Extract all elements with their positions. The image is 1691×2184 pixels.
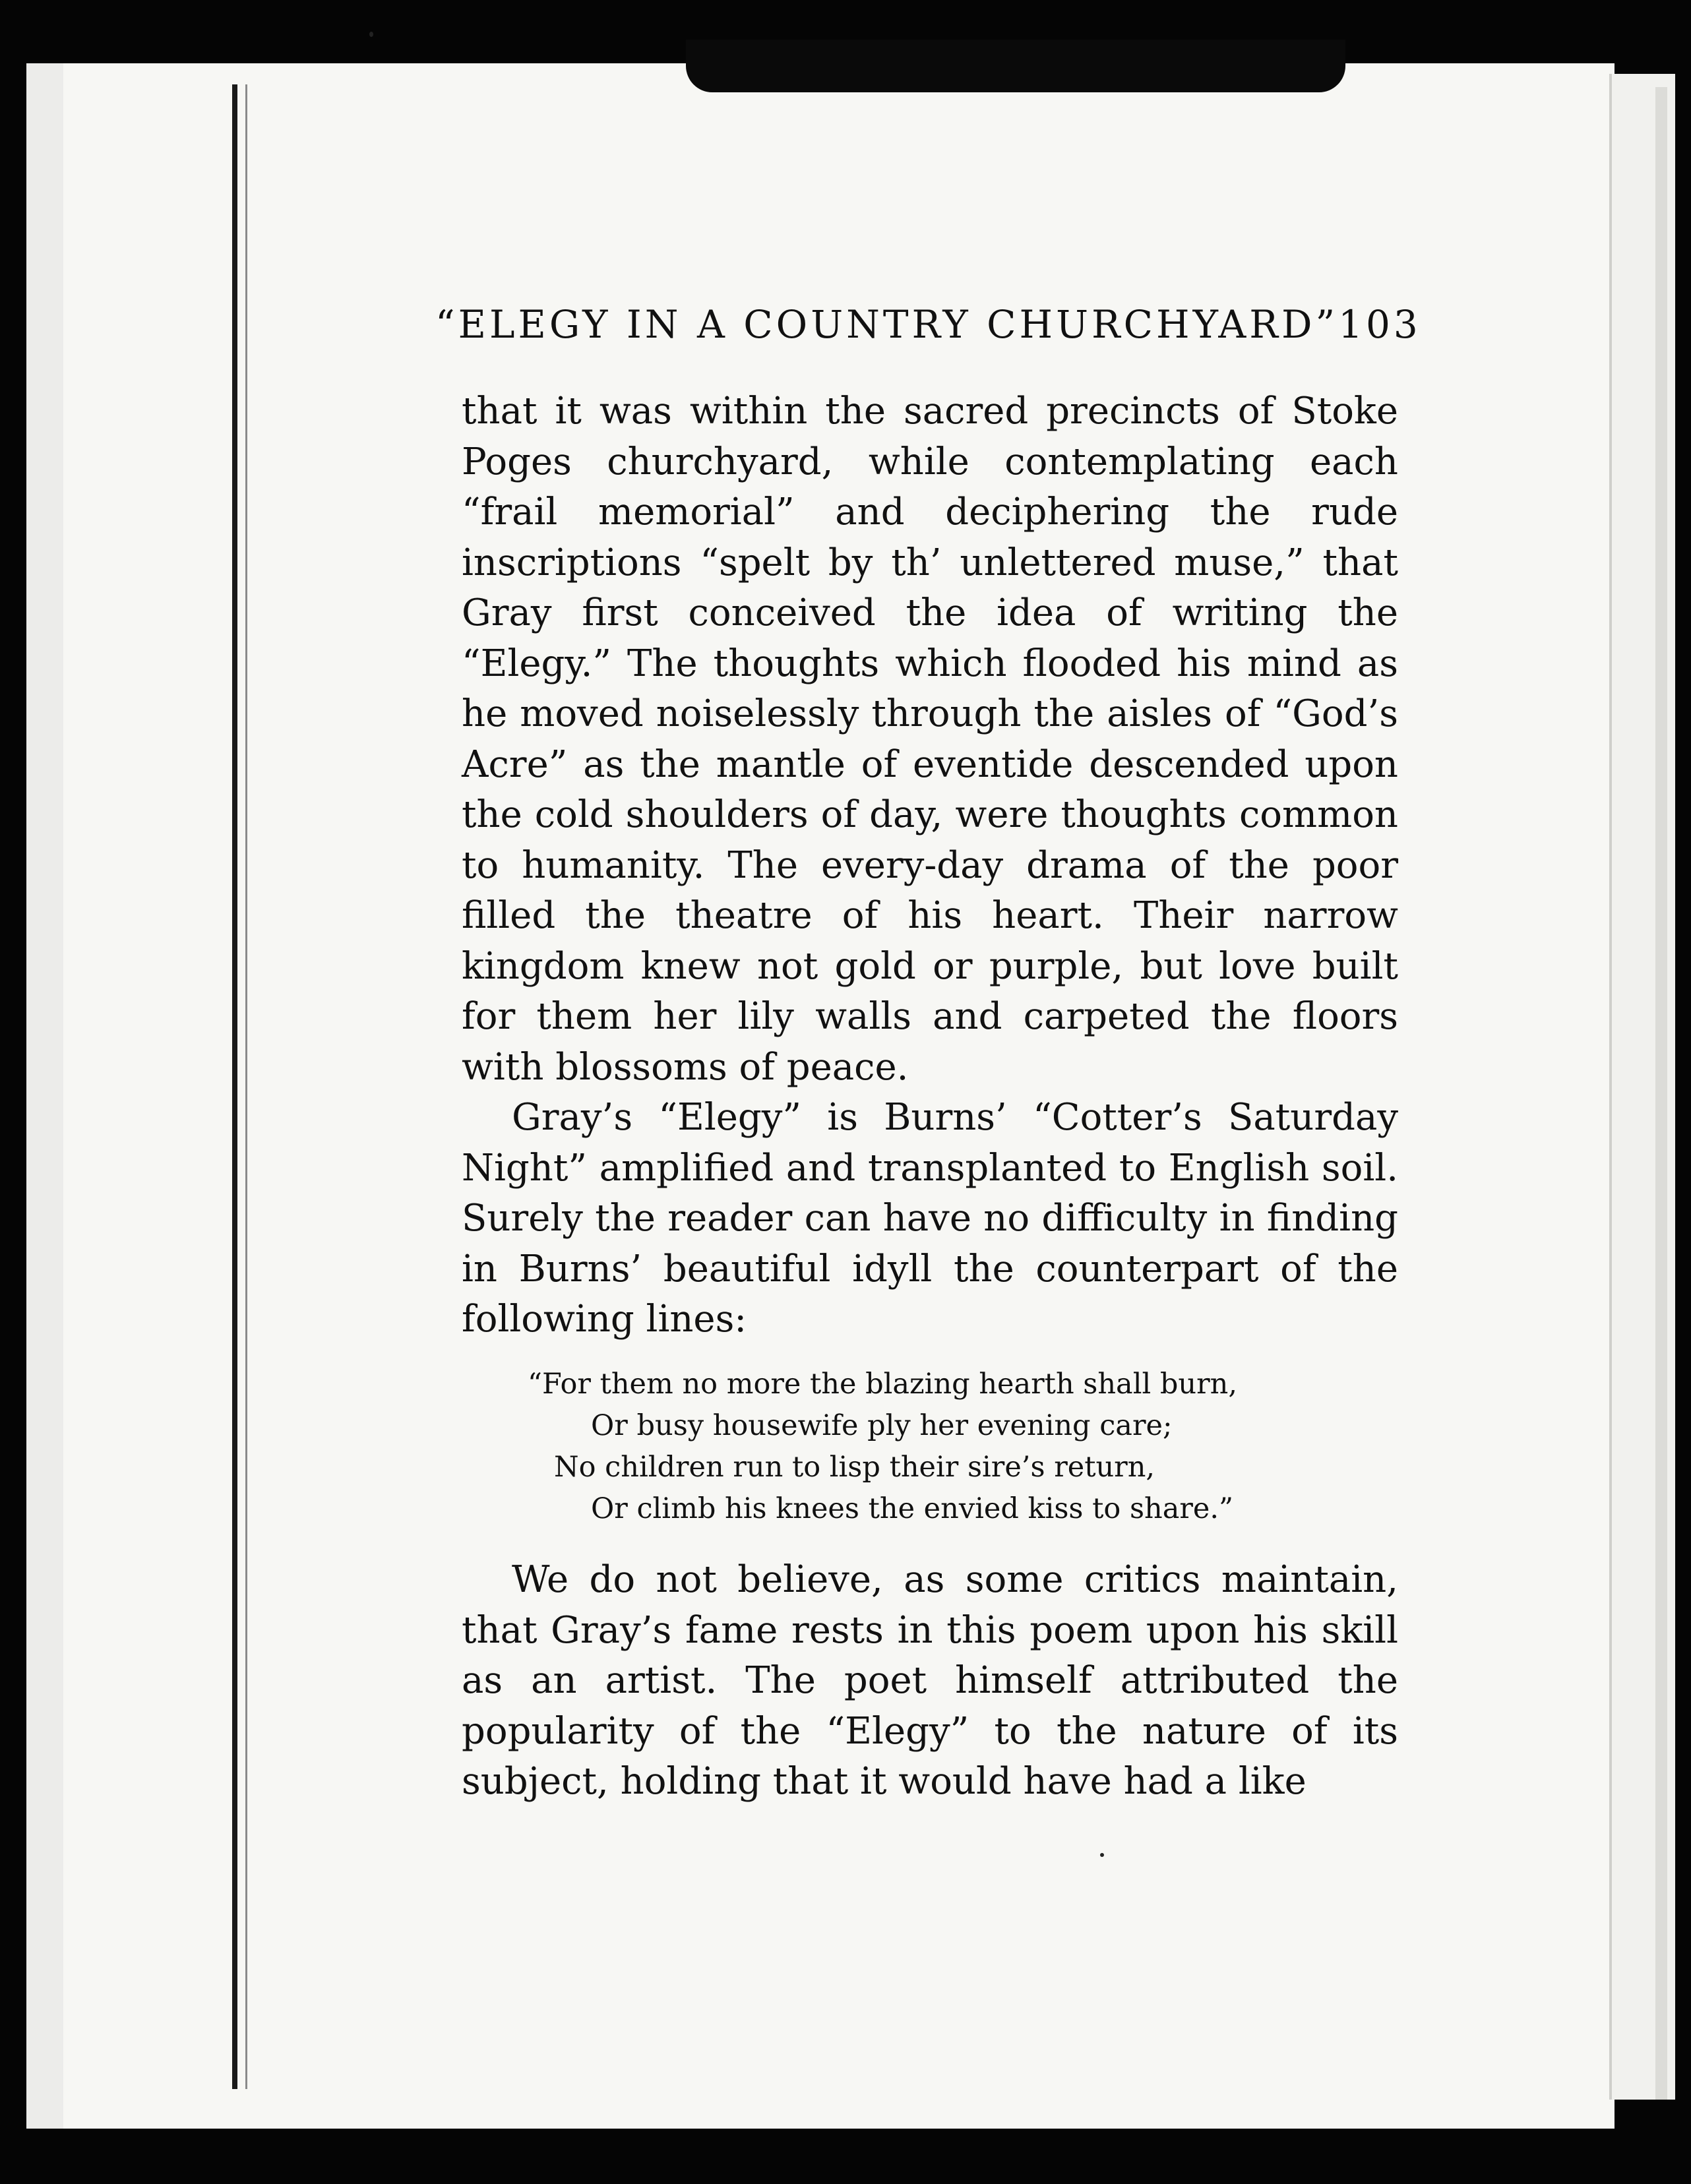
quote-line-1: “For them no more the blazing hearth shall burn,: [528, 1368, 1238, 1401]
body-text-upper: [462, 386, 1398, 1345]
running-header: [435, 302, 1421, 368]
page-number: 103: [1338, 302, 1421, 347]
binding-gutter-inner: [245, 84, 247, 2089]
paragraph-1: that it was within the sacred precincts of Stoke Poges churchyard, while contemplating each “frail memorial” and deciphering the rude inscriptions “spelt by th’ unlettered muse,” that Gray first conceived the idea of writing the “Elegy.” The thoughts which flooded his mind as he moved noiselessly through the aisles of “God’s Acre” as the mantle of eventide descended upon the cold shoulders of day, were thoughts common to humanity. The every-day drama of the poor filled the theatre of his heart. Their narrow kingdom knew not gold or purple, but love built for them her lily walls and carpeted the floors with blossoms of peace.: [462, 390, 1398, 1089]
running-title: “ELEGY IN A COUNTRY CHURCHYARD”: [435, 302, 1339, 347]
paragraph-3: We do not believe, as some critics maintain, that Gray’s fame rests in this poem upon his skill as an artist. The poet himself attributed the popularity of the “Elegy” to the nature of its subject, holding that it would have had a like: [462, 1558, 1398, 1803]
facing-page-edge: [26, 63, 63, 2129]
poem-quotation: [528, 1364, 1359, 1530]
fore-edge-shadow: [1655, 87, 1667, 2100]
body-text-lower: [462, 1555, 1398, 1807]
quote-line-2: Or busy housewife ply her evening care;: [591, 1409, 1173, 1442]
quote-line-4: Or climb his knees the envied kiss to share.”: [591, 1492, 1234, 1525]
binding-gutter: [232, 84, 237, 2089]
scan-speck: [369, 32, 373, 37]
quote-line-3: No children run to lisp their sire’s return,: [554, 1451, 1155, 1484]
scan-speck: [1100, 1853, 1104, 1857]
paragraph-2: Gray’s “Elegy” is Burns’ “Cotter’s Saturday Night” amplified and transplanted to English soil. Surely the reader can have no difficulty in finding in Burns’ beautiful idyll the counterpart of the following lines:: [462, 1096, 1398, 1341]
scan-shadow: [686, 40, 1345, 92]
